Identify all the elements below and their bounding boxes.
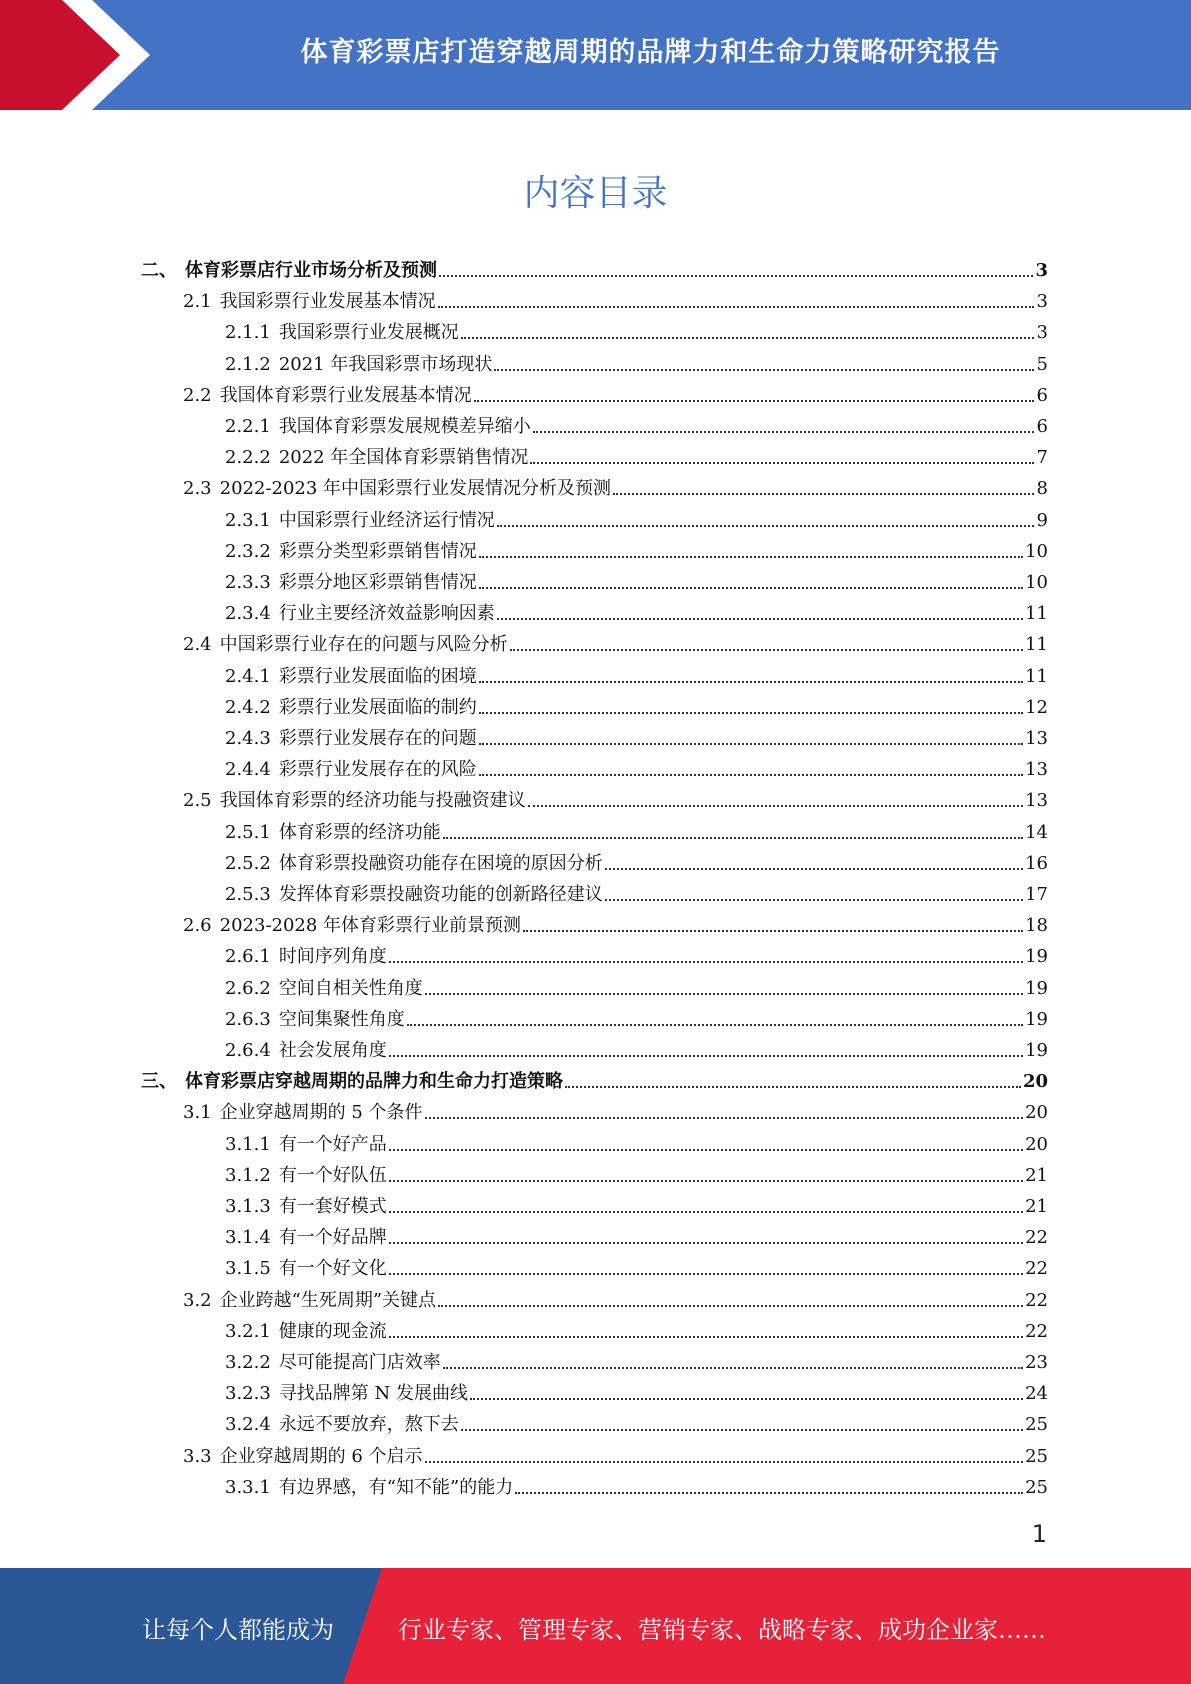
toc-leader-dots bbox=[479, 681, 1023, 683]
toc-entry-title: 体育彩票的经济功能 bbox=[278, 821, 441, 843]
toc-entry[interactable] bbox=[225, 753, 1048, 781]
toc-entry-number: 2.3.3 bbox=[225, 572, 271, 593]
toc-entry-title: 社会发展角度 bbox=[278, 1040, 387, 1061]
toc-entry-number: 二、 bbox=[141, 260, 177, 281]
toc-entry-page: 12 bbox=[1025, 696, 1048, 718]
toc-entry-page: 22 bbox=[1025, 1320, 1048, 1342]
toc-entry-number: 3.1 bbox=[183, 1102, 212, 1124]
toc-entry[interactable] bbox=[225, 1408, 1048, 1436]
toc-entry[interactable] bbox=[225, 691, 1048, 719]
toc-leader-dots bbox=[515, 1492, 1023, 1494]
toc-leader-dots bbox=[510, 649, 1023, 651]
toc-leader-dots bbox=[439, 275, 1033, 277]
toc-entry-number: 2.5.2 bbox=[225, 852, 271, 874]
toc-entry-page: 18 bbox=[1025, 915, 1048, 937]
toc-entry-number: 2.6.1 bbox=[225, 946, 271, 968]
toc-leader-dots bbox=[497, 618, 1023, 620]
toc-entry-page: 19 bbox=[1025, 977, 1048, 999]
toc-leader-dots bbox=[438, 1305, 1023, 1307]
toc-entry-title: 有边界感，有“知不能”的能力 bbox=[278, 1476, 514, 1498]
toc-entry-number: 3.1.5 bbox=[225, 1258, 271, 1280]
toc-leader-dots bbox=[528, 805, 1023, 807]
toc-entry[interactable] bbox=[141, 254, 1048, 282]
toc-entry-page: 11 bbox=[1025, 634, 1048, 656]
toc-entry-page: 19 bbox=[1025, 1040, 1048, 1061]
toc-leader-dots bbox=[479, 774, 1023, 776]
toc-entry-page: 25 bbox=[1025, 1414, 1048, 1436]
toc-entry-title: 我国彩票行业发展概况 bbox=[278, 322, 459, 344]
toc-entry-page: 25 bbox=[1025, 1445, 1048, 1467]
toc-entry-number: 2.2.1 bbox=[225, 416, 271, 437]
toc-leader-dots bbox=[474, 400, 1034, 402]
toc-entry-title: 2021 年我国彩票市场现状 bbox=[278, 353, 493, 375]
toc-entry[interactable] bbox=[225, 722, 1048, 750]
footer-slogan-left: 让每个人都能成为 bbox=[142, 1616, 334, 1644]
toc-leader-dots bbox=[389, 1273, 1023, 1275]
toc-entry-title: 发挥体育彩票投融资功能的创新路径建议 bbox=[278, 884, 603, 905]
toc-entry[interactable] bbox=[225, 597, 1048, 625]
toc-entry[interactable] bbox=[183, 1096, 1048, 1124]
toc-leader-dots bbox=[479, 556, 1023, 558]
toc-entry-title: 我国体育彩票发展规模差异缩小 bbox=[278, 416, 531, 437]
toc-entry-number: 2.2.2 bbox=[225, 447, 271, 469]
toc-entry[interactable] bbox=[225, 1252, 1048, 1280]
toc-entry-page: 16 bbox=[1025, 852, 1048, 874]
toc-entry-number: 2.3 bbox=[183, 478, 212, 500]
toc-entry-page: 20 bbox=[1025, 1133, 1048, 1155]
toc-leader-dots bbox=[565, 1086, 1021, 1088]
toc-leader-dots bbox=[389, 1336, 1023, 1338]
toc-entry-title: 中国彩票行业经济运行情况 bbox=[278, 509, 495, 531]
toc-entry[interactable] bbox=[225, 660, 1048, 688]
footer-slogan-right: 行业专家、管理专家、营销专家、战略专家、成功企业家…… bbox=[398, 1616, 1046, 1644]
toc-entry-title: 行业主要经济效益影响因素 bbox=[278, 603, 495, 625]
toc-entry-page: 6 bbox=[1036, 384, 1048, 406]
toc-entry-number: 2.5.3 bbox=[225, 884, 271, 905]
toc-entry[interactable] bbox=[225, 1190, 1048, 1218]
toc-entry-number: 3.2.2 bbox=[225, 1352, 271, 1373]
toc-entry-number: 2.3.1 bbox=[225, 509, 271, 531]
toc-entry[interactable] bbox=[225, 1377, 1048, 1405]
toc-entry-page: 22 bbox=[1025, 1227, 1048, 1249]
toc-entry[interactable] bbox=[183, 628, 1048, 656]
toc-leader-dots bbox=[530, 462, 1034, 464]
toc-entry-number: 2.1.2 bbox=[225, 353, 271, 375]
toc-entry-number: 3.1.1 bbox=[225, 1133, 271, 1155]
header-arrow-icon bbox=[0, 0, 160, 110]
toc-entry[interactable] bbox=[225, 1471, 1048, 1499]
toc-entry-title: 有一个好队伍 bbox=[278, 1164, 387, 1186]
toc-entry-page: 19 bbox=[1025, 1008, 1048, 1030]
toc-entry-title: 永远不要放弃，熬下去 bbox=[278, 1414, 459, 1436]
toc-leader-dots bbox=[523, 930, 1023, 932]
toc-entry-page: 9 bbox=[1036, 509, 1048, 531]
toc-leader-dots bbox=[389, 1055, 1023, 1057]
toc-entry-page: 25 bbox=[1025, 1476, 1048, 1498]
toc-entry[interactable] bbox=[183, 909, 1048, 937]
toc-entry-number: 3.1.4 bbox=[225, 1227, 271, 1249]
toc-entry-page: 3 bbox=[1035, 260, 1048, 281]
toc-heading: 内容目录 bbox=[523, 173, 668, 214]
toc-leader-dots bbox=[438, 306, 1034, 308]
toc-entry-title: 有一个好产品 bbox=[278, 1133, 387, 1155]
toc-entry[interactable] bbox=[183, 285, 1048, 313]
toc-entry-title: 我国彩票行业发展基本情况 bbox=[219, 291, 436, 313]
toc-entry-title: 体育彩票店穿越周期的品牌力和生命力打造策略 bbox=[185, 1071, 563, 1093]
toc-entry-page: 22 bbox=[1025, 1258, 1048, 1280]
report-title: 体育彩票店打造穿越周期的品牌力和生命力策略研究报告 bbox=[300, 37, 1001, 68]
toc-entry[interactable] bbox=[183, 1284, 1048, 1312]
toc-entry[interactable] bbox=[225, 940, 1048, 968]
toc-entry-number: 2.6.3 bbox=[225, 1008, 271, 1030]
toc-entry-title: 彩票分地区彩票销售情况 bbox=[278, 572, 477, 593]
toc-entry[interactable] bbox=[225, 847, 1048, 875]
toc-entry[interactable] bbox=[225, 1221, 1048, 1249]
toc-entry-number: 2.1 bbox=[183, 291, 212, 313]
toc-leader-dots bbox=[425, 1461, 1024, 1463]
toc-entry[interactable] bbox=[225, 816, 1048, 844]
toc-entry-page: 13 bbox=[1025, 790, 1048, 812]
toc-leader-dots bbox=[389, 1180, 1023, 1182]
toc-entry-title: 体育彩票店行业市场分析及预测 bbox=[185, 260, 437, 281]
toc-leader-dots bbox=[479, 743, 1023, 745]
toc-entry-page: 17 bbox=[1025, 884, 1048, 905]
toc-entry-page: 3 bbox=[1036, 322, 1048, 344]
toc-entry-number: 2.3.4 bbox=[225, 603, 271, 625]
toc-entry-number: 2.5 bbox=[183, 790, 212, 812]
toc-entry[interactable] bbox=[183, 1440, 1048, 1468]
toc-entry-title: 彩票行业发展存在的问题 bbox=[278, 728, 477, 749]
toc-leader-dots bbox=[533, 431, 1034, 433]
toc-entry[interactable] bbox=[225, 972, 1048, 1000]
toc-entry-page: 7 bbox=[1036, 447, 1048, 469]
toc-entry-page: 14 bbox=[1025, 821, 1048, 843]
toc-entry-page: 13 bbox=[1025, 759, 1048, 781]
toc-leader-dots bbox=[389, 1211, 1023, 1213]
toc-leader-dots bbox=[443, 1367, 1023, 1369]
toc-entry-number: 2.4.1 bbox=[225, 665, 271, 687]
toc-entry-title: 有一套好模式 bbox=[278, 1196, 387, 1217]
toc-entry[interactable] bbox=[183, 784, 1048, 812]
toc-entry-title: 尽可能提高门店效率 bbox=[278, 1352, 441, 1373]
toc-entry[interactable] bbox=[183, 379, 1048, 407]
toc-entry-number: 3.2 bbox=[183, 1289, 212, 1311]
toc-entry-page: 24 bbox=[1025, 1383, 1048, 1405]
toc-entry[interactable] bbox=[225, 348, 1048, 376]
toc-entry-number: 3.1.2 bbox=[225, 1164, 271, 1186]
toc-entry[interactable] bbox=[225, 566, 1048, 594]
toc-entry-number: 3.1.3 bbox=[225, 1196, 271, 1217]
toc-entry-number: 2.4.3 bbox=[225, 728, 271, 749]
toc-entry-title: 有一个好文化 bbox=[278, 1258, 387, 1280]
toc-entry-number: 2.4.2 bbox=[225, 696, 271, 718]
toc-entry[interactable] bbox=[225, 1003, 1048, 1031]
toc-entry[interactable] bbox=[225, 1315, 1048, 1343]
toc-entry[interactable] bbox=[225, 504, 1048, 532]
page-header bbox=[0, 0, 1191, 110]
toc-entry[interactable] bbox=[225, 410, 1048, 438]
toc-entry-page: 6 bbox=[1036, 416, 1048, 437]
toc-leader-dots bbox=[605, 868, 1023, 870]
toc-entry-title: 寻找品牌第 N 发展曲线 bbox=[278, 1383, 469, 1405]
toc-entry-number: 3.3 bbox=[183, 1445, 212, 1467]
toc-entry-number: 2.6 bbox=[183, 915, 212, 937]
toc-leader-dots bbox=[494, 369, 1034, 371]
toc-entry-page: 21 bbox=[1025, 1196, 1048, 1217]
toc-entry-page: 20 bbox=[1022, 1071, 1048, 1093]
toc-entry[interactable] bbox=[141, 1065, 1048, 1093]
toc-entry-title: 彩票行业发展面临的制约 bbox=[278, 696, 477, 718]
toc-entry-number: 三、 bbox=[141, 1071, 177, 1093]
toc-entry-page: 8 bbox=[1036, 478, 1048, 500]
toc-entry-title: 我国体育彩票的经济功能与投融资建议 bbox=[219, 790, 526, 812]
toc-entry-title: 有一个好品牌 bbox=[278, 1227, 387, 1249]
toc-entry-title: 中国彩票行业存在的问题与风险分析 bbox=[219, 634, 508, 656]
toc-entry-number: 3.2.3 bbox=[225, 1383, 271, 1405]
toc-entry-page: 22 bbox=[1025, 1289, 1048, 1311]
toc-entry-number: 2.6.4 bbox=[225, 1040, 271, 1061]
toc-entry-title: 2022-2023 年中国彩票行业发展情况分析及预测 bbox=[219, 478, 612, 500]
toc-entry-number: 3.2.1 bbox=[225, 1320, 271, 1342]
toc-entry[interactable] bbox=[183, 472, 1048, 500]
toc-leader-dots bbox=[425, 993, 1023, 995]
toc-leader-dots bbox=[497, 525, 1034, 527]
toc-entry-page: 21 bbox=[1025, 1164, 1048, 1186]
toc-leader-dots bbox=[389, 1149, 1023, 1151]
toc-leader-dots bbox=[443, 837, 1023, 839]
toc-entry-page: 11 bbox=[1025, 665, 1048, 687]
toc-leader-dots bbox=[479, 712, 1023, 714]
toc-entry-title: 2023-2028 年体育彩票行业前景预测 bbox=[219, 915, 522, 937]
toc-entry-title: 企业穿越周期的 6 个启示 bbox=[219, 1445, 423, 1467]
toc-entry-number: 2.6.2 bbox=[225, 977, 271, 999]
toc-entry-page: 13 bbox=[1025, 728, 1048, 749]
toc-leader-dots bbox=[389, 1242, 1023, 1244]
toc-entry[interactable] bbox=[225, 1346, 1048, 1374]
toc-entry-title: 企业跨越“生死周期”关键点 bbox=[219, 1289, 437, 1311]
toc-entry[interactable] bbox=[225, 1128, 1048, 1156]
toc-leader-dots bbox=[461, 337, 1034, 339]
toc-leader-dots bbox=[461, 1429, 1023, 1431]
toc-entry[interactable] bbox=[225, 316, 1048, 344]
toc-leader-dots bbox=[389, 961, 1023, 963]
toc-entry-title: 2022 年全国体育彩票销售情况 bbox=[278, 447, 529, 469]
page-number: 1 bbox=[1031, 1520, 1047, 1548]
toc-entry-page: 10 bbox=[1025, 540, 1048, 562]
toc-leader-dots bbox=[470, 1398, 1023, 1400]
toc-entry[interactable] bbox=[225, 878, 1048, 906]
toc-entry-title: 我国体育彩票行业发展基本情况 bbox=[219, 384, 472, 406]
toc-entry[interactable] bbox=[225, 1034, 1048, 1062]
toc-entry-page: 20 bbox=[1025, 1102, 1048, 1124]
toc-entry-title: 空间集聚性角度 bbox=[278, 1008, 405, 1030]
toc-entry-number: 2.2 bbox=[183, 384, 212, 406]
toc-entry-title: 企业穿越周期的 5 个条件 bbox=[219, 1102, 423, 1124]
toc-entry-number: 2.1.1 bbox=[225, 322, 271, 344]
toc-entry-title: 彩票行业发展面临的困境 bbox=[278, 665, 477, 687]
toc-leader-dots bbox=[613, 493, 1034, 495]
toc-leader-dots bbox=[605, 899, 1023, 901]
toc-entry-page: 5 bbox=[1036, 353, 1048, 375]
toc-entry[interactable] bbox=[225, 1159, 1048, 1187]
toc-entry[interactable] bbox=[225, 535, 1048, 563]
toc-entry-title: 时间序列角度 bbox=[278, 946, 387, 968]
toc-entry-page: 11 bbox=[1025, 603, 1048, 625]
toc-entry-number: 3.3.1 bbox=[225, 1476, 271, 1498]
toc-entry-title: 彩票行业发展存在的风险 bbox=[278, 759, 477, 781]
toc-entry-title: 体育彩票投融资功能存在困境的原因分析 bbox=[278, 852, 603, 874]
toc-entry-number: 2.5.1 bbox=[225, 821, 271, 843]
toc-entry-page: 3 bbox=[1036, 291, 1048, 313]
toc-entry-page: 19 bbox=[1025, 946, 1048, 968]
toc-entry-page: 23 bbox=[1025, 1352, 1048, 1373]
toc-entry-number: 3.2.4 bbox=[225, 1414, 271, 1436]
toc-entry[interactable] bbox=[225, 441, 1048, 469]
toc-entry-number: 2.3.2 bbox=[225, 540, 271, 562]
toc-leader-dots bbox=[425, 1117, 1024, 1119]
toc-entry-title: 空间自相关性角度 bbox=[278, 977, 423, 999]
toc-leader-dots bbox=[479, 587, 1023, 589]
toc-entry-title: 健康的现金流 bbox=[278, 1320, 387, 1342]
toc-entry-page: 10 bbox=[1025, 572, 1048, 593]
toc-entry-title: 彩票分类型彩票销售情况 bbox=[278, 540, 477, 562]
toc-entry-number: 2.4.4 bbox=[225, 759, 271, 781]
toc-entry-number: 2.4 bbox=[183, 634, 212, 656]
page-footer bbox=[0, 1568, 1191, 1684]
toc-leader-dots bbox=[407, 1024, 1023, 1026]
